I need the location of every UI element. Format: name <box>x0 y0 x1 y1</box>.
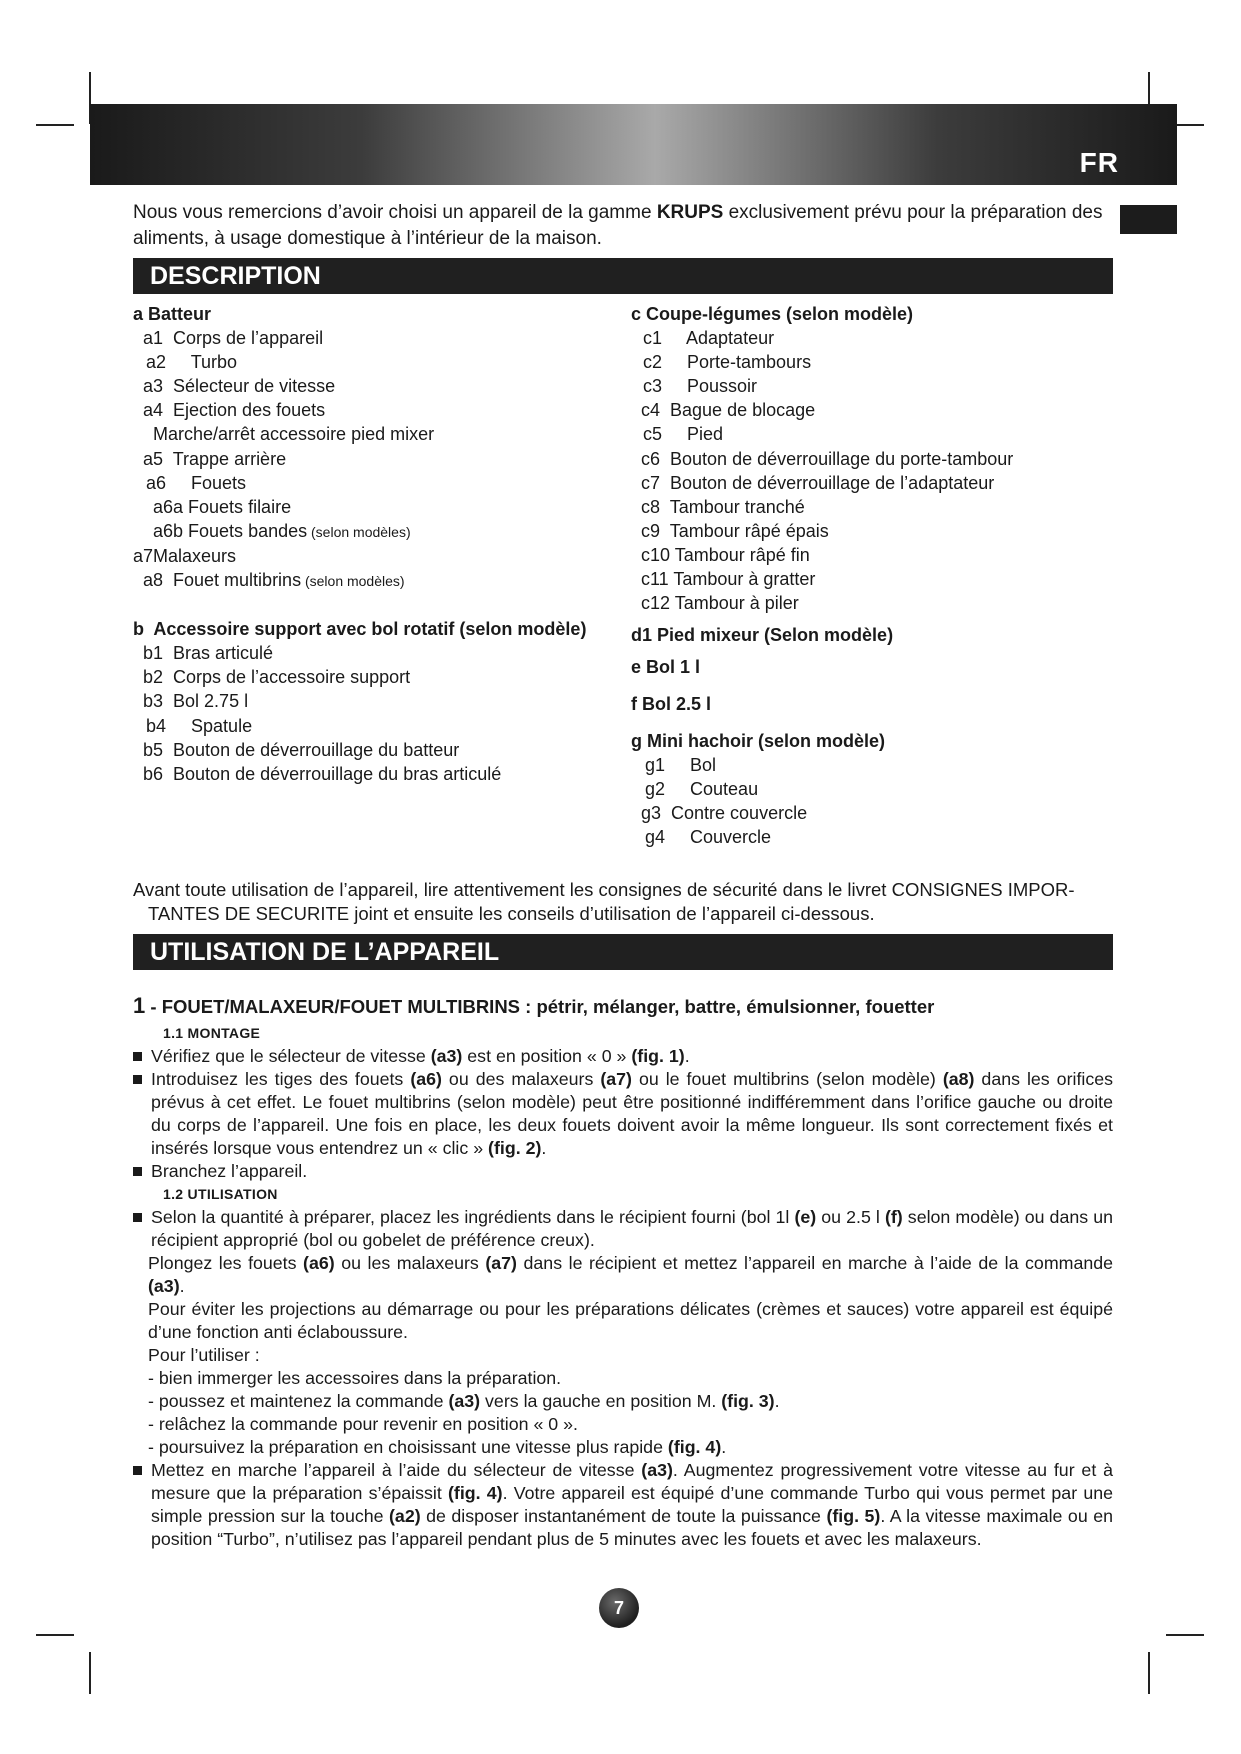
dash-list <box>133 1367 1113 1459</box>
description-group-title: c Coupe-légumes (selon modèle) <box>631 304 914 324</box>
description-item: c12 Tambour à piler <box>641 593 799 614</box>
description-item: c3 Poussoir <box>643 376 758 397</box>
description-item <box>631 679 1111 692</box>
description-item: Marche/arrêt accessoire pied mixer <box>153 424 435 445</box>
crop-mark <box>36 1634 74 1636</box>
description-item: b6 Bouton de déverrouillage du bras articulé <box>143 763 502 784</box>
crop-mark <box>1148 1652 1150 1694</box>
description-group-title: e Bol 1 l <box>631 657 701 678</box>
description-group-title: g Mini hachoir (selon modèle) <box>631 730 886 751</box>
crop-mark <box>36 124 74 126</box>
description-item <box>631 717 1111 729</box>
paragraph: Pour l’utiliser : <box>148 1345 260 1365</box>
description-item: a6b Fouets bandes (selon modèles) <box>153 520 411 541</box>
subsection-title-montage: 1.1 MONTAGE <box>163 1025 261 1041</box>
description-item: c7 Bouton de déverrouillage de l’adaptateur <box>641 472 995 493</box>
description-item: a3 Sélecteur de vitesse <box>143 376 336 397</box>
dash-item: - poussez et maintenez la commande (a3) vers la gauche en position M. (fig. 3). <box>148 1391 780 1411</box>
description-item: c8 Tambour tranché <box>641 496 805 517</box>
description-group-title: d1 Pied mixeur (Selon modèle) <box>631 625 894 646</box>
description-item: c2 Porte-tambours <box>643 352 812 373</box>
crop-mark <box>89 1652 91 1694</box>
description-item: c4 Bague de blocage <box>641 400 816 421</box>
safety-notice: Avant toute utilisation de l’appareil, lire attentivement les consignes de sécurité dans le livret CONSIGNES IMPOR- TANTES DE SECURITE joint et ensuite les conseils d’utilisation de l’appareil ci-dessous. <box>133 879 1075 924</box>
side-tab <box>1120 205 1177 234</box>
description-item: c5 Pied <box>643 424 724 445</box>
brand-name: KRUPS <box>656 202 724 223</box>
description-group-title: b Accessoire support avec bol rotatif (selon modèle) <box>133 619 587 640</box>
description-item <box>631 615 1111 623</box>
description-item: g2 Couteau <box>645 778 759 799</box>
description-item: c10 Tambour râpé fin <box>641 544 810 565</box>
paragraph: Plongez les fouets (a6) ou les malaxeurs (a7) dans le récipient et mettez l’appareil en marche à l’aide de la commande (a3). <box>148 1253 1113 1296</box>
subsection-title-utilisation: 1.2 UTILISATION <box>163 1186 278 1202</box>
description-item: a2 Turbo <box>146 352 238 373</box>
description-item: c1 Adaptateur <box>643 328 775 349</box>
description-item: a8 Fouet multibrins (selon modèles) <box>143 570 405 591</box>
description-item: a4 Ejection des fouets <box>143 400 326 421</box>
dash-item: - bien immerger les accessoires dans la préparation. <box>148 1368 562 1388</box>
usage-heading: UTILISATION DE L’APPAREIL <box>133 934 1113 970</box>
description-item: b2 Corps de l’accessoire support <box>143 667 411 688</box>
description-item <box>133 593 623 617</box>
description-item: c11 Tambour à gratter <box>641 569 816 590</box>
header-band <box>90 104 1177 185</box>
description-item: a5 Trappe arrière <box>143 448 287 469</box>
montage-list <box>133 1045 1113 1183</box>
description-item: a6 Fouets <box>146 472 247 493</box>
description-left-column <box>133 302 623 786</box>
description-item: c6 Bouton de déverrouillage du porte-tambour <box>641 448 1014 469</box>
description-item: a7Malaxeurs <box>133 545 237 566</box>
description-right-column <box>631 302 1111 849</box>
bullet-item: Selon la quantité à préparer, placez les ingrédients dans le récipient fourni (bol 1l (e) ou 2.5 l (f) selon modèle) ou dans un récipient approprié (bol ou gobelet de préférence creux). <box>133 1206 1113 1252</box>
dash-item: - relâchez la commande pour revenir en position « 0 ». <box>148 1414 578 1434</box>
description-item: g4 Couvercle <box>645 826 772 847</box>
page-number: 7 <box>599 1588 639 1628</box>
description-group-title: f Bol 2.5 l <box>631 694 712 715</box>
bullet-item: Vérifiez que le sélecteur de vitesse (a3) est en position « 0 » (fig. 1). <box>133 1045 1113 1068</box>
usage-body <box>133 1022 1113 1551</box>
section-1-title: 1 - FOUET/MALAXEUR/FOUET MULTIBRINS : pétrir, mélanger, battre, émulsionner, fouetter <box>133 993 935 1018</box>
crop-mark <box>1166 1634 1204 1636</box>
paragraph: Pour éviter les projections au démarrage ou pour les préparations délicates (crèmes et sauces) votre appareil est équipé d’une fonction anti éclaboussure. <box>148 1299 1113 1342</box>
description-item: b1 Bras articulé <box>143 643 274 664</box>
bullet-item: Introduisez les tiges des fouets (a6) ou des malaxeurs (a7) ou le fouet multibrins (selon modèle) (a8) dans les orifices prévus à cet effet. Le fouet multibrins (selon modèle) peut être positionné indifféremment dans l’orifice gauche ou droite du corps de l’appareil. Une fois en place, les deux fouets doivent avoir la même longueur. Ils sont correctement fixés et insérés lorsque vous entendrez un « clic » (fig. 2). <box>133 1068 1113 1160</box>
description-item <box>631 647 1111 655</box>
bullet-item: Mettez en marche l’appareil à l’aide du sélecteur de vitesse (a3). Augmentez progressivement votre vitesse au fur et à mesure que la préparation s’épaissit (fig. 4). Votre appareil est équipé d’une commande Turbo qui vous permet par une simple pression sur la touche (a2) de disposer instantanément de toute la puissance (fig. 5). A la vitesse maximale ou en position “Turbo”, n’utilisez pas l’appareil pendant plus de 5 minutes avec les fouets et avec les malaxeurs. <box>133 1459 1113 1551</box>
description-heading: DESCRIPTION <box>133 258 1113 294</box>
description-item: a1 Corps de l’appareil <box>143 328 324 349</box>
bullet-item: Branchez l’appareil. <box>133 1160 1113 1183</box>
description-item: g3 Contre couvercle <box>641 802 808 823</box>
language-label: FR <box>1079 147 1119 178</box>
description-item: b5 Bouton de déverrouillage du batteur <box>143 739 460 760</box>
description-item: b4 Spatule <box>146 715 253 736</box>
description-item: a6a Fouets filaire <box>153 496 292 517</box>
description-item: g1 Bol <box>645 754 717 775</box>
description-item: b3 Bol 2.75 l <box>143 691 249 712</box>
dash-item: - poursuivez la préparation en choisissant une vitesse plus rapide (fig. 4). <box>148 1437 727 1457</box>
intro-paragraph: Nous vous remercions d’avoir choisi un appareil de la gamme KRUPS exclusivement prévu pour la préparation des aliments, à usage domestique à l’intérieur de la maison. <box>133 202 1103 249</box>
description-group-title: a Batteur <box>133 304 212 324</box>
description-item: c9 Tambour râpé épais <box>641 520 829 541</box>
